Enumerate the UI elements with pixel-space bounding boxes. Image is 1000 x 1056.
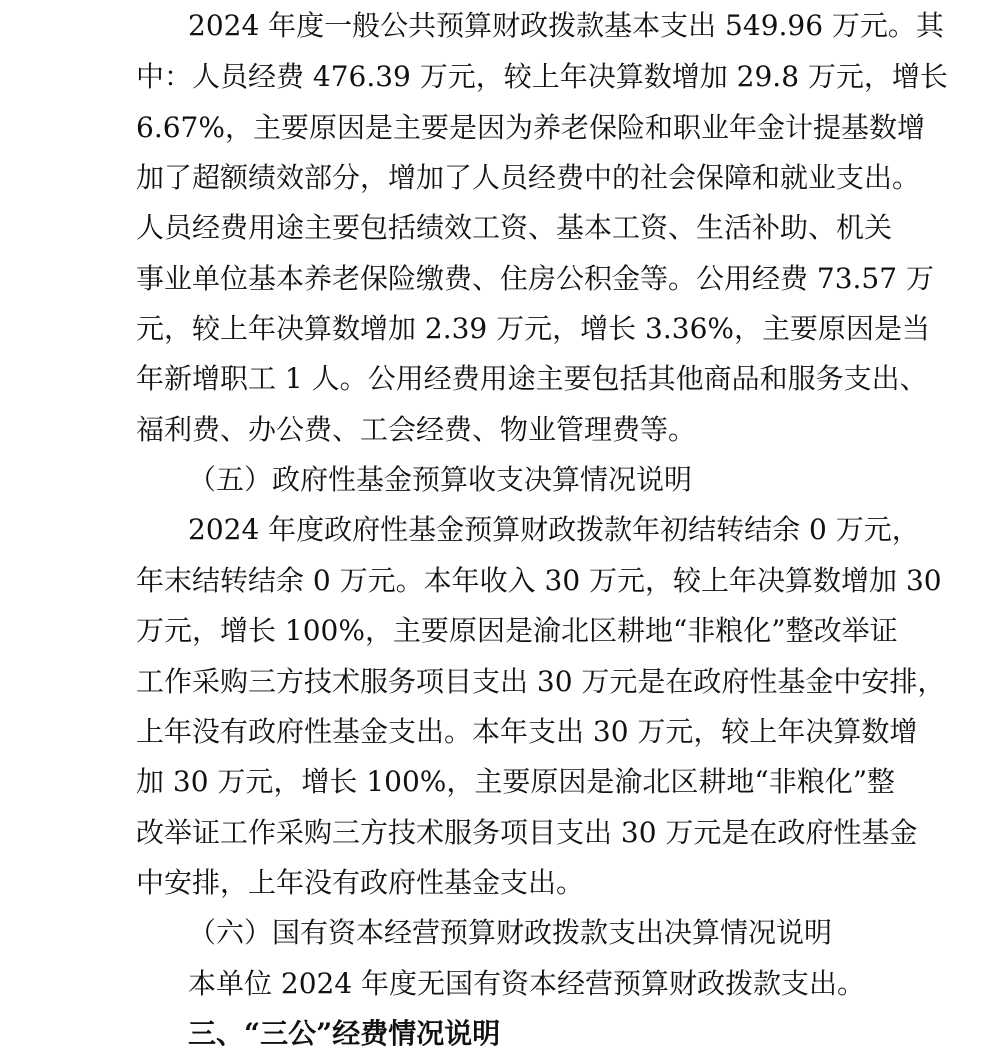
paragraph-line: 人员经费用途主要包括绩效工资、基本工资、生活补助、机关 xyxy=(136,211,893,244)
paragraph-line: 事业单位基本养老保险缴费、住房公积金等。公用经费 73.57 万 xyxy=(136,262,934,295)
paragraph-line: 加 30 万元，增长 100%，主要原因是渝北区耕地“非粮化”整 xyxy=(136,765,896,798)
section-heading: （五）政府性基金预算收支决算情况说明 xyxy=(188,463,693,496)
paragraph-line: 加了超额绩效部分，增加了人员经费中的社会保障和就业支出。 xyxy=(136,161,921,194)
section-heading: （六）国有资本经营预算财政拨款支出决算情况说明 xyxy=(188,916,833,949)
paragraph-line: 6.67%，主要原因是主要是因为养老保险和职业年金计提基数增 xyxy=(136,111,925,144)
paragraph-line: 元，较上年决算数增加 2.39 万元，增长 3.36%，主要原因是当 xyxy=(136,312,930,345)
paragraph-line: 中：人员经费 476.39 万元，较上年决算数增加 29.8 万元，增长 xyxy=(136,60,948,93)
paragraph-line: 年新增职工 1 人。公用经费用途主要包括其他商品和服务支出、 xyxy=(136,362,928,395)
section-heading-main: 三、“三公”经费情况说明 xyxy=(188,1017,501,1050)
paragraph-line: 本单位 2024 年度无国有资本经营预算财政拨款支出。 xyxy=(188,967,866,1000)
paragraph-line: 上年没有政府性基金支出。本年支出 30 万元，较上年决算数增 xyxy=(136,715,918,748)
paragraph-line: 2024 年度政府性基金预算财政拨款年初结转结余 0 万元， xyxy=(188,513,920,546)
paragraph-line: 万元，增长 100%，主要原因是渝北区耕地“非粮化”整改举证 xyxy=(136,614,898,647)
paragraph-line: 2024 年度一般公共预算财政拨款基本支出 549.96 万元。其 xyxy=(188,9,944,42)
paragraph-line: 中安排，上年没有政府性基金支出。 xyxy=(136,866,585,899)
paragraph-line: 工作采购三方技术服务项目支出 30 万元是在政府性基金中安排， xyxy=(136,665,946,698)
paragraph-line: 年末结转结余 0 万元。本年收入 30 万元，较上年决算数增加 30 xyxy=(136,564,942,597)
paragraph-line: 福利费、办公费、工会经费、物业管理费等。 xyxy=(136,413,697,446)
paragraph-line: 改举证工作采购三方技术服务项目支出 30 万元是在政府性基金 xyxy=(136,816,918,849)
